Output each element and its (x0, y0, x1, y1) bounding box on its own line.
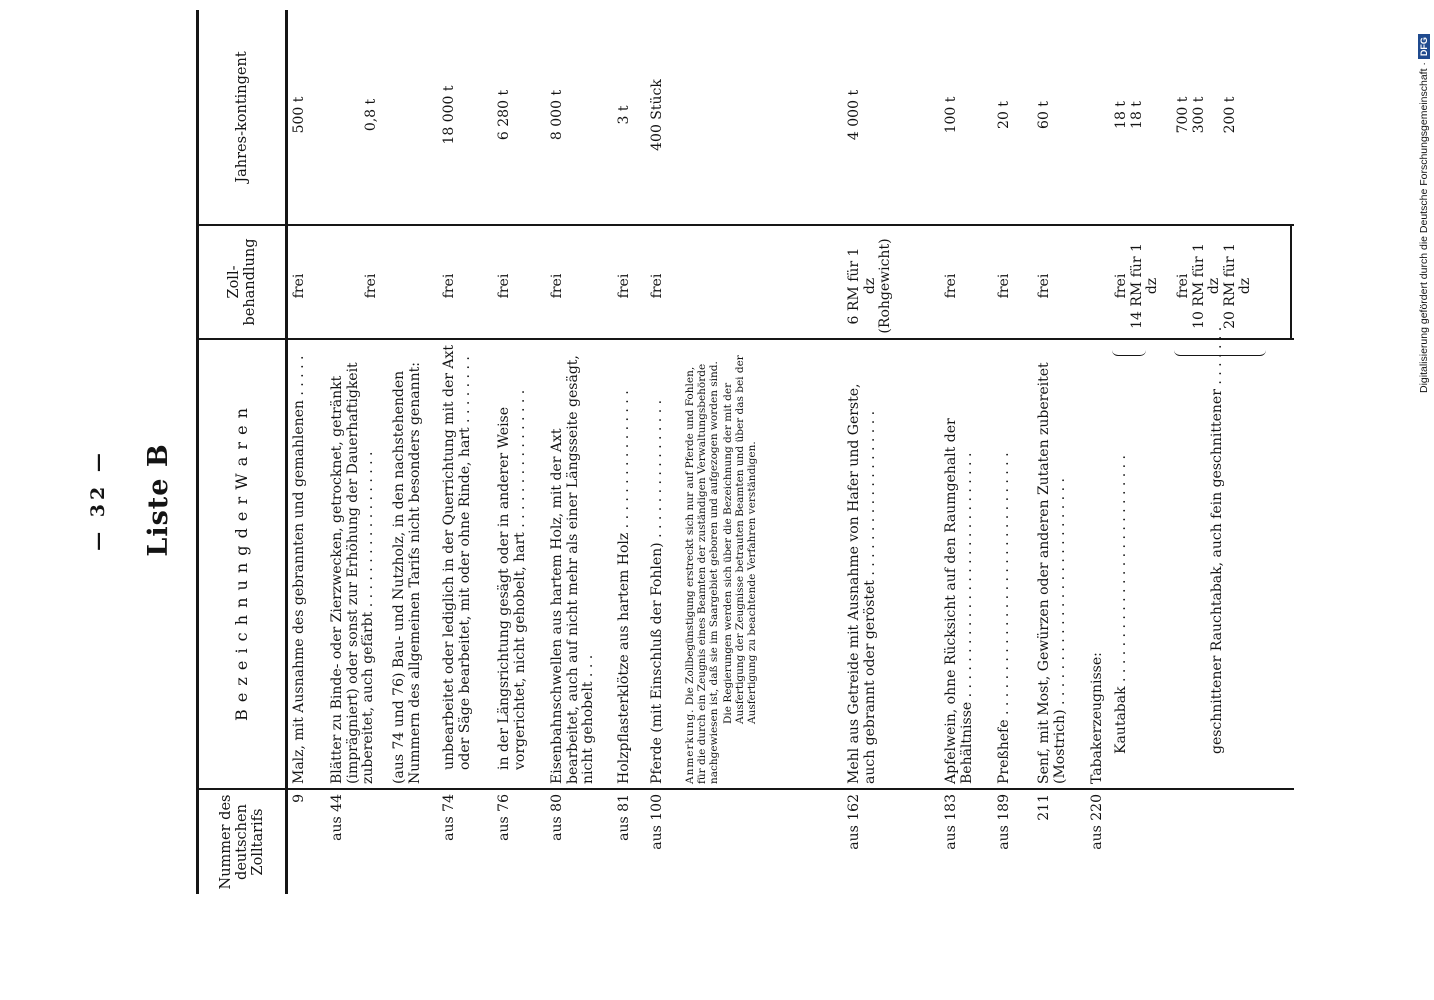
note-text (684, 352, 758, 784)
quota-line: 700 t (1175, 96, 1191, 134)
note-body: Die Zollbegünstigung erstreckt sich nur auf Pferde und Fohlen, für die durch ein Zeugnis eines Beamten der zuständigen Verwaltungsbehörde nachgewiesen ist, daß sie im Saargebiet geboren und aufgezogen worden sind. (684, 361, 720, 784)
brace (1174, 345, 1266, 356)
quota-line: 300 t (1190, 96, 1207, 134)
quota-line: 18 t (1113, 101, 1129, 129)
column-rule-1 (196, 788, 1294, 790)
goods-description: Malz, mit Ausnahme des gebrannten und gemahlenen . . . . . (291, 355, 307, 784)
duty-treatment: frei (549, 273, 565, 299)
annual-quota: 20 t (996, 101, 1012, 129)
tariff-number: 9 (291, 794, 307, 803)
tariff-number: aus 44 (329, 794, 345, 841)
tariff-number: aus 80 (549, 794, 565, 841)
tariff-number: aus 162 (846, 794, 862, 850)
goods-description: Preßhefe . . . . . . . . . . . . . . . . . . . . . . . . . . . . . . (996, 452, 1012, 784)
duty-treatment: frei (363, 273, 379, 299)
dfg-credit-inner (1414, 0, 1434, 393)
tariff-number: aus 183 (943, 794, 959, 850)
tariff-number: aus 100 (649, 794, 665, 850)
dfg-credit-text: Digitalisierung gefördert durch die Deutsche Forschungsgemeinschaft · (1418, 62, 1430, 393)
header-zollbehandlung: Zoll-behandlung (226, 238, 258, 326)
duty-treatment: frei (996, 273, 1012, 299)
tariff-number: aus 76 (496, 794, 512, 841)
header-jahreskontingent: Jahres-kontingent (234, 51, 250, 183)
tariff-number: aus 220 (1089, 794, 1105, 850)
goods-description: (aus 74 und 76) Bau- und Nutzholz, in den nachstehenden Nummern des allgemeinen Tarifs nicht besonders genannt: (391, 362, 423, 784)
quota-line: 200 t (1222, 96, 1238, 134)
dfg-logo: DFG (1418, 34, 1430, 59)
goods-description: geschnittener Rauchtabak, auch fein geschnittener . . . . . . . (1209, 326, 1225, 754)
quota-line: 18 t (1128, 101, 1145, 129)
header-nummer: Nummer des deutschen Zolltarifs (218, 794, 266, 890)
duty-line: frei (1175, 273, 1191, 299)
table-top-rule (196, 10, 199, 894)
annual-quota (1176, 10, 1239, 220)
annual-quota: 400 Stück (649, 79, 665, 151)
duty-treatment: frei (1036, 273, 1052, 299)
page-number: — 32 — (87, 449, 109, 551)
table-header-rule (285, 10, 288, 894)
dfg-credit (1414, 0, 1434, 1000)
goods-description: Tabakerzeugnisse: (1089, 652, 1105, 784)
note-body-2: Die Regierungen werden sich über die Bezeichnung der mit der Ausfertigung der Zeugnisse betrauten Beamten und über das bei der Ausfertigung zu beachtende Verfahren verständigen. (722, 355, 758, 724)
duty-line: 14 RM für 1 dz (1128, 243, 1160, 329)
goods-description: Holzpflasterklötze aus hartem Holz . . . . . . . . . . . . . . . . (616, 390, 632, 784)
annual-quota: 4 000 t (846, 89, 862, 141)
duty-treatment (1176, 238, 1254, 334)
annual-quota: 3 t (616, 105, 632, 125)
annual-quota: 6 280 t (496, 89, 512, 141)
goods-description: in der Längsrichtung gesägt oder in anderer Weise vorgerichtet, nicht gehobelt, hart . . . . . . . . . . . . . . . . (496, 389, 528, 770)
duty-treatment: frei (616, 273, 632, 299)
annual-quota: 8 000 t (549, 89, 565, 141)
tariff-number: 211 (1036, 794, 1052, 821)
page-title: Liste B (143, 443, 174, 557)
goods-description: Apfelwein, ohne Rücksicht auf den Raumgehalt der Behältnisse . . . . . . . . . . . . . . . . . . . . . . . . . . . . (943, 418, 975, 784)
goods-description: Senf, mit Most, Gewürzen oder anderen Zutaten zubereitet (Mostrich) . . . . . . . . . . . . . . . . . . . . . . . . . . (1036, 362, 1068, 784)
goods-description: Eisenbahnschwellen aus hartem Holz, mit der Axt bearbeitet, auch auf nicht mehr als einer Längsseite gesägt, nicht gehobelt . . . (549, 355, 596, 784)
note-label: Anmerkung. (684, 708, 696, 784)
annual-quota: 18 000 t (441, 85, 457, 145)
goods-description: Blätter zu Binde- oder Zierzwecken, getrocknet, getränkt (imprägniert) oder sonst zur Erhöhung der Dauerhaftigkeit zubereitet, auch gefärbt . . . . . . . . . . . . . . . . . . (329, 362, 376, 784)
column-rule-3 (196, 224, 1294, 226)
tariff-number: aus 74 (441, 794, 457, 841)
duty-treatment: frei (496, 273, 512, 299)
duty-line: 10 RM für 1 dz (1190, 243, 1222, 329)
annual-quota: 0,8 t (363, 98, 379, 132)
duty-treatment: frei (649, 273, 665, 299)
tariff-number: aus 189 (996, 794, 1012, 850)
goods-description: Mehl aus Getreide mit Ausnahme von Hafer und Gerste, auch gebrannt oder geröstet . . . . . . . . . . . . . . . . . . . (846, 383, 878, 784)
brace (1112, 345, 1146, 356)
tariff-number: aus 81 (616, 794, 632, 841)
duty-treatment: frei (291, 273, 307, 299)
duty-treatment: 6 RM für 1 dz (Rohgewicht) (846, 238, 893, 334)
goods-description: Kautabak . . . . . . . . . . . . . . . . . . . . . . . . . . (1113, 455, 1129, 754)
annual-quota: 500 t (291, 96, 307, 134)
duty-treatment (1114, 238, 1161, 334)
goods-description: unbearbeitet oder lediglich in der Querrichtung mit der Axt oder Säge bearbeitet, mit oder ohne Rinde, hart . . . . . . . . (441, 344, 473, 770)
header-bezeichnung: B e z e i c h n u n g d e r W a r e n (232, 407, 251, 721)
zoll-column-end-rule (1290, 226, 1292, 338)
duty-line: 20 RM für 1 dz (1221, 243, 1253, 329)
duty-treatment: frei (441, 273, 457, 299)
annual-quota (1114, 10, 1145, 220)
annual-quota: 60 t (1036, 101, 1052, 129)
duty-treatment: frei (943, 273, 959, 299)
annual-quota: 100 t (943, 96, 959, 134)
goods-description: Pferde (mit Einschluß der Fohlen) . . . . . . . . . . . . . . . . (649, 399, 665, 784)
duty-line: frei (1113, 273, 1129, 299)
